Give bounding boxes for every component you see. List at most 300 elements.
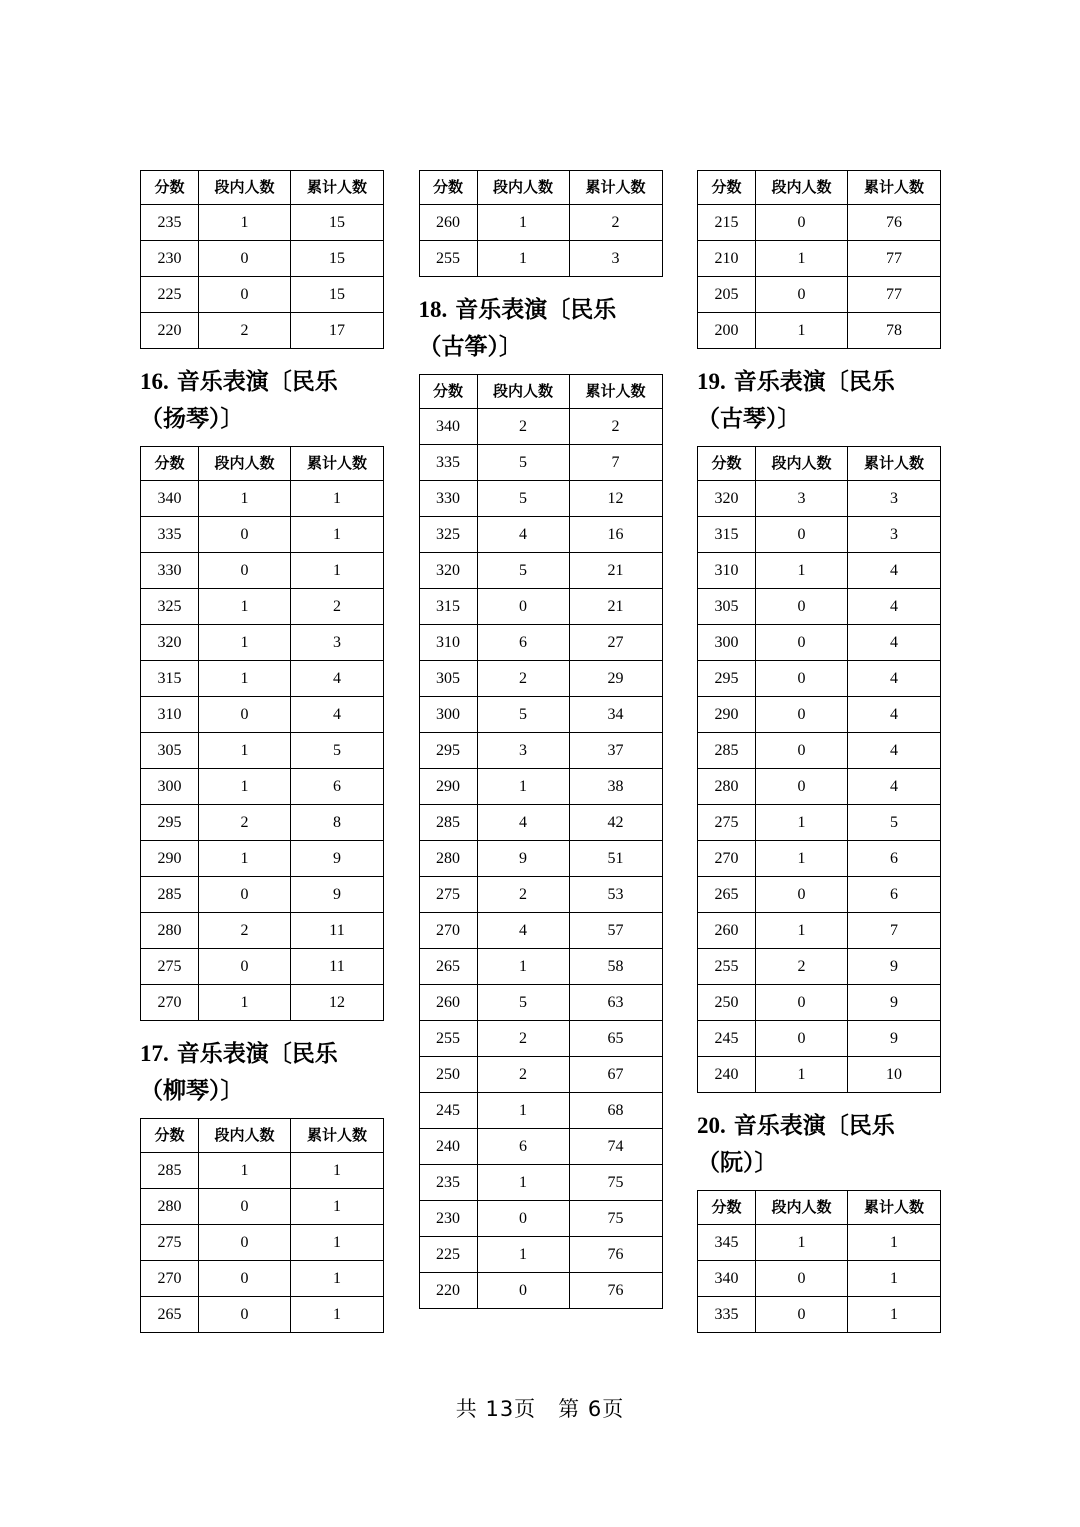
cell-count: 0 bbox=[477, 589, 569, 625]
column-header-cumulative: 累计人数 bbox=[291, 171, 384, 205]
cell-score: 280 bbox=[141, 913, 199, 949]
cell-count: 1 bbox=[199, 1153, 291, 1189]
table-row bbox=[419, 205, 662, 241]
cell-count: 3 bbox=[756, 481, 848, 517]
cell-count: 0 bbox=[756, 205, 848, 241]
table-row bbox=[698, 481, 941, 517]
table-row bbox=[419, 1129, 662, 1165]
cell-count: 1 bbox=[199, 589, 291, 625]
column-header-count: 段内人数 bbox=[756, 171, 848, 205]
cell-cumulative: 17 bbox=[291, 313, 384, 349]
cell-cumulative: 53 bbox=[569, 877, 662, 913]
cell-score: 325 bbox=[141, 589, 199, 625]
cell-count: 1 bbox=[199, 481, 291, 517]
table-row bbox=[698, 805, 941, 841]
cell-cumulative: 42 bbox=[569, 805, 662, 841]
cell-cumulative: 9 bbox=[848, 949, 941, 985]
table-row bbox=[419, 445, 662, 481]
cell-score: 270 bbox=[419, 913, 477, 949]
cell-score: 315 bbox=[419, 589, 477, 625]
cell-cumulative: 12 bbox=[291, 985, 384, 1021]
cell-count: 1 bbox=[756, 841, 848, 877]
table-row bbox=[419, 589, 662, 625]
cell-count: 0 bbox=[756, 517, 848, 553]
table-row bbox=[698, 625, 941, 661]
table-row bbox=[141, 661, 384, 697]
cell-cumulative: 2 bbox=[569, 205, 662, 241]
table-row bbox=[698, 877, 941, 913]
section-16-title bbox=[140, 363, 383, 438]
table-row bbox=[419, 1021, 662, 1057]
cell-score: 235 bbox=[141, 205, 199, 241]
page-columns bbox=[140, 170, 940, 1333]
cell-score: 285 bbox=[141, 1153, 199, 1189]
cell-score: 305 bbox=[419, 661, 477, 697]
table-header-row bbox=[141, 171, 384, 205]
cell-cumulative: 7 bbox=[848, 913, 941, 949]
cell-cumulative: 4 bbox=[848, 553, 941, 589]
cell-cumulative: 1 bbox=[291, 553, 384, 589]
cell-cumulative: 10 bbox=[848, 1057, 941, 1093]
continued-table-right bbox=[697, 170, 941, 349]
column-1 bbox=[140, 170, 383, 1333]
cell-count: 1 bbox=[477, 1093, 569, 1129]
table-row bbox=[419, 517, 662, 553]
cell-cumulative: 1 bbox=[848, 1297, 941, 1333]
table-row bbox=[698, 1261, 941, 1297]
cell-cumulative: 34 bbox=[569, 697, 662, 733]
cell-count: 5 bbox=[477, 445, 569, 481]
table-header-row bbox=[698, 447, 941, 481]
table-row bbox=[141, 625, 384, 661]
cell-score: 260 bbox=[419, 205, 477, 241]
cell-count: 0 bbox=[199, 1261, 291, 1297]
cell-count: 0 bbox=[756, 697, 848, 733]
table-row bbox=[419, 1093, 662, 1129]
cell-score: 280 bbox=[141, 1189, 199, 1225]
cell-score: 230 bbox=[419, 1201, 477, 1237]
table-row bbox=[698, 313, 941, 349]
table-header-row bbox=[698, 1191, 941, 1225]
cell-score: 270 bbox=[141, 985, 199, 1021]
cell-cumulative: 51 bbox=[569, 841, 662, 877]
table-header-row bbox=[141, 447, 384, 481]
cell-score: 200 bbox=[698, 313, 756, 349]
cell-count: 0 bbox=[756, 277, 848, 313]
column-header-cumulative: 累计人数 bbox=[569, 171, 662, 205]
cell-cumulative: 38 bbox=[569, 769, 662, 805]
cell-count: 1 bbox=[199, 625, 291, 661]
cell-count: 1 bbox=[756, 1225, 848, 1261]
column-2 bbox=[419, 170, 662, 1309]
cell-score: 220 bbox=[419, 1273, 477, 1309]
section-17-table bbox=[140, 1118, 384, 1333]
section-16-title-text: 音乐表演〔民乐（扬琴）〕 bbox=[140, 369, 338, 432]
cell-count: 0 bbox=[756, 1261, 848, 1297]
section-20-title bbox=[697, 1107, 940, 1182]
cell-score: 300 bbox=[141, 769, 199, 805]
cell-score: 270 bbox=[698, 841, 756, 877]
table-row bbox=[419, 1273, 662, 1309]
column-header-cumulative: 累计人数 bbox=[291, 1119, 384, 1153]
cell-score: 315 bbox=[698, 517, 756, 553]
cell-count: 2 bbox=[477, 661, 569, 697]
section-19-title-index: 19. bbox=[697, 369, 726, 394]
cell-cumulative: 5 bbox=[291, 733, 384, 769]
table-header-row bbox=[698, 171, 941, 205]
cell-cumulative: 9 bbox=[848, 1021, 941, 1057]
table-row bbox=[419, 481, 662, 517]
table-row bbox=[419, 805, 662, 841]
cell-score: 305 bbox=[141, 733, 199, 769]
cell-count: 1 bbox=[199, 733, 291, 769]
cell-score: 240 bbox=[419, 1129, 477, 1165]
cell-cumulative: 1 bbox=[291, 1225, 384, 1261]
cell-cumulative: 1 bbox=[291, 1153, 384, 1189]
cell-count: 2 bbox=[477, 1021, 569, 1057]
column-header-score: 分数 bbox=[419, 171, 477, 205]
column-header-score: 分数 bbox=[698, 447, 756, 481]
section-17-title-text: 音乐表演〔民乐（柳琴）〕 bbox=[140, 1041, 338, 1104]
cell-cumulative: 57 bbox=[569, 913, 662, 949]
cell-score: 245 bbox=[698, 1021, 756, 1057]
cell-cumulative: 1 bbox=[291, 517, 384, 553]
cell-count: 0 bbox=[199, 277, 291, 313]
cell-score: 235 bbox=[419, 1165, 477, 1201]
cell-score: 295 bbox=[698, 661, 756, 697]
table-row bbox=[419, 985, 662, 1021]
cell-score: 265 bbox=[141, 1297, 199, 1333]
cell-count: 2 bbox=[199, 913, 291, 949]
table-row bbox=[141, 985, 384, 1021]
cell-count: 0 bbox=[756, 625, 848, 661]
cell-count: 0 bbox=[199, 553, 291, 589]
cell-count: 5 bbox=[477, 481, 569, 517]
cell-count: 2 bbox=[199, 313, 291, 349]
cell-score: 260 bbox=[698, 913, 756, 949]
table-row bbox=[698, 553, 941, 589]
cell-cumulative: 3 bbox=[848, 517, 941, 553]
cell-score: 275 bbox=[698, 805, 756, 841]
cell-count: 1 bbox=[756, 553, 848, 589]
cell-score: 250 bbox=[698, 985, 756, 1021]
cell-cumulative: 11 bbox=[291, 949, 384, 985]
table-row bbox=[698, 1057, 941, 1093]
column-header-score: 分数 bbox=[698, 1191, 756, 1225]
cell-cumulative: 75 bbox=[569, 1201, 662, 1237]
cell-count: 1 bbox=[477, 769, 569, 805]
cell-cumulative: 75 bbox=[569, 1165, 662, 1201]
cell-cumulative: 58 bbox=[569, 949, 662, 985]
table-row bbox=[419, 949, 662, 985]
column-header-cumulative: 累计人数 bbox=[848, 1191, 941, 1225]
cell-count: 0 bbox=[199, 1189, 291, 1225]
column-header-score: 分数 bbox=[141, 171, 199, 205]
table-row bbox=[141, 769, 384, 805]
cell-count: 4 bbox=[477, 913, 569, 949]
cell-count: 0 bbox=[199, 1297, 291, 1333]
cell-cumulative: 63 bbox=[569, 985, 662, 1021]
table-row bbox=[141, 1297, 384, 1333]
table-row bbox=[141, 205, 384, 241]
cell-score: 295 bbox=[141, 805, 199, 841]
section-19-title bbox=[697, 363, 940, 438]
continued-table-middle bbox=[419, 170, 663, 277]
cell-score: 320 bbox=[141, 625, 199, 661]
cell-count: 1 bbox=[477, 949, 569, 985]
cell-count: 0 bbox=[756, 769, 848, 805]
cell-cumulative: 7 bbox=[569, 445, 662, 481]
table-row bbox=[419, 697, 662, 733]
cell-cumulative: 2 bbox=[569, 409, 662, 445]
cell-count: 4 bbox=[477, 805, 569, 841]
cell-score: 340 bbox=[141, 481, 199, 517]
cell-cumulative: 4 bbox=[848, 769, 941, 805]
column-header-count: 段内人数 bbox=[756, 447, 848, 481]
table-row bbox=[141, 841, 384, 877]
cell-cumulative: 15 bbox=[291, 277, 384, 313]
table-row bbox=[141, 1225, 384, 1261]
table-row bbox=[419, 409, 662, 445]
cell-count: 4 bbox=[477, 517, 569, 553]
table-row bbox=[141, 517, 384, 553]
table-row bbox=[141, 913, 384, 949]
cell-cumulative: 9 bbox=[291, 841, 384, 877]
column-header-count: 段内人数 bbox=[199, 1119, 291, 1153]
cell-count: 5 bbox=[477, 553, 569, 589]
cell-count: 3 bbox=[477, 733, 569, 769]
table-header-row bbox=[141, 1119, 384, 1153]
table-row bbox=[419, 1165, 662, 1201]
column-header-count: 段内人数 bbox=[756, 1191, 848, 1225]
cell-cumulative: 16 bbox=[569, 517, 662, 553]
section-18-table bbox=[419, 374, 663, 1309]
cell-score: 255 bbox=[698, 949, 756, 985]
cell-score: 340 bbox=[698, 1261, 756, 1297]
cell-score: 255 bbox=[419, 241, 477, 277]
section-20-title-index: 20. bbox=[697, 1113, 726, 1138]
cell-count: 1 bbox=[199, 769, 291, 805]
section-20-title-text: 音乐表演〔民乐（阮）〕 bbox=[697, 1113, 895, 1176]
page-footer bbox=[0, 1393, 1080, 1423]
cell-count: 1 bbox=[756, 913, 848, 949]
cell-cumulative: 67 bbox=[569, 1057, 662, 1093]
cell-count: 1 bbox=[199, 205, 291, 241]
table-row bbox=[141, 805, 384, 841]
cell-score: 250 bbox=[419, 1057, 477, 1093]
table-row bbox=[141, 877, 384, 913]
cell-cumulative: 5 bbox=[848, 805, 941, 841]
cell-count: 0 bbox=[199, 1225, 291, 1261]
cell-count: 1 bbox=[199, 841, 291, 877]
cell-cumulative: 3 bbox=[291, 625, 384, 661]
table-row bbox=[698, 1297, 941, 1333]
table-row bbox=[419, 877, 662, 913]
cell-cumulative: 74 bbox=[569, 1129, 662, 1165]
table-row bbox=[698, 517, 941, 553]
cell-score: 320 bbox=[419, 553, 477, 589]
cell-cumulative: 15 bbox=[291, 205, 384, 241]
cell-count: 0 bbox=[756, 877, 848, 913]
cell-score: 290 bbox=[141, 841, 199, 877]
cell-cumulative: 76 bbox=[569, 1237, 662, 1273]
cell-score: 280 bbox=[419, 841, 477, 877]
cell-count: 2 bbox=[477, 409, 569, 445]
cell-count: 6 bbox=[477, 625, 569, 661]
table-row bbox=[419, 661, 662, 697]
cell-count: 0 bbox=[756, 589, 848, 625]
cell-cumulative: 6 bbox=[848, 841, 941, 877]
cell-score: 335 bbox=[698, 1297, 756, 1333]
cell-score: 305 bbox=[698, 589, 756, 625]
section-19-title-text: 音乐表演〔民乐（古琴）〕 bbox=[697, 369, 895, 432]
cell-cumulative: 37 bbox=[569, 733, 662, 769]
cell-cumulative: 77 bbox=[848, 241, 941, 277]
cell-score: 285 bbox=[698, 733, 756, 769]
cell-score: 230 bbox=[141, 241, 199, 277]
cell-score: 215 bbox=[698, 205, 756, 241]
cell-cumulative: 1 bbox=[848, 1225, 941, 1261]
cell-score: 245 bbox=[419, 1093, 477, 1129]
cell-count: 2 bbox=[756, 949, 848, 985]
section-18-title-index: 18. bbox=[418, 297, 448, 322]
table-row bbox=[141, 313, 384, 349]
cell-score: 225 bbox=[141, 277, 199, 313]
table-row bbox=[698, 913, 941, 949]
cell-cumulative: 21 bbox=[569, 589, 662, 625]
cell-count: 2 bbox=[199, 805, 291, 841]
section-17-title bbox=[140, 1035, 383, 1110]
table-row bbox=[141, 589, 384, 625]
footer-text: 共 13页 第 6页 bbox=[455, 1397, 625, 1421]
table-row bbox=[419, 841, 662, 877]
column-header-count: 段内人数 bbox=[477, 171, 569, 205]
table-row bbox=[419, 733, 662, 769]
cell-count: 0 bbox=[756, 661, 848, 697]
cell-count: 0 bbox=[756, 985, 848, 1021]
cell-score: 225 bbox=[419, 1237, 477, 1273]
table-row bbox=[141, 553, 384, 589]
table-row bbox=[141, 697, 384, 733]
cell-score: 285 bbox=[141, 877, 199, 913]
table-row bbox=[141, 1153, 384, 1189]
cell-count: 1 bbox=[477, 205, 569, 241]
cell-count: 0 bbox=[199, 697, 291, 733]
table-header-row bbox=[419, 171, 662, 205]
table-row bbox=[698, 205, 941, 241]
table-row bbox=[141, 277, 384, 313]
cell-cumulative: 1 bbox=[291, 481, 384, 517]
cell-score: 330 bbox=[141, 553, 199, 589]
cell-score: 290 bbox=[419, 769, 477, 805]
table-row bbox=[141, 733, 384, 769]
table-row bbox=[141, 481, 384, 517]
cell-count: 6 bbox=[477, 1129, 569, 1165]
cell-score: 270 bbox=[141, 1261, 199, 1297]
section-19-table bbox=[697, 446, 941, 1093]
table-row bbox=[141, 241, 384, 277]
cell-cumulative: 29 bbox=[569, 661, 662, 697]
cell-cumulative: 3 bbox=[569, 241, 662, 277]
section-18-title bbox=[419, 291, 662, 366]
column-header-cumulative: 累计人数 bbox=[569, 375, 662, 409]
cell-count: 0 bbox=[756, 733, 848, 769]
section-18-title-text: 音乐表演〔民乐（古筝）〕 bbox=[418, 297, 617, 360]
cell-score: 330 bbox=[419, 481, 477, 517]
cell-score: 315 bbox=[141, 661, 199, 697]
section-17-title-index: 17. bbox=[140, 1041, 169, 1066]
cell-cumulative: 3 bbox=[848, 481, 941, 517]
table-row bbox=[698, 697, 941, 733]
table-row bbox=[419, 553, 662, 589]
column-header-score: 分数 bbox=[698, 171, 756, 205]
cell-count: 0 bbox=[199, 241, 291, 277]
cell-score: 220 bbox=[141, 313, 199, 349]
cell-count: 1 bbox=[199, 661, 291, 697]
table-row bbox=[419, 1057, 662, 1093]
cell-cumulative: 2 bbox=[291, 589, 384, 625]
cell-score: 275 bbox=[141, 949, 199, 985]
cell-count: 0 bbox=[199, 517, 291, 553]
table-row bbox=[141, 949, 384, 985]
table-row bbox=[698, 277, 941, 313]
cell-score: 310 bbox=[141, 697, 199, 733]
cell-cumulative: 12 bbox=[569, 481, 662, 517]
continued-table-left bbox=[140, 170, 384, 349]
cell-cumulative: 76 bbox=[569, 1273, 662, 1309]
cell-score: 340 bbox=[419, 409, 477, 445]
table-row bbox=[698, 733, 941, 769]
cell-cumulative: 6 bbox=[848, 877, 941, 913]
cell-score: 260 bbox=[419, 985, 477, 1021]
cell-count: 0 bbox=[199, 877, 291, 913]
cell-cumulative: 77 bbox=[848, 277, 941, 313]
cell-cumulative: 4 bbox=[848, 625, 941, 661]
cell-cumulative: 4 bbox=[848, 589, 941, 625]
cell-cumulative: 1 bbox=[291, 1261, 384, 1297]
table-row bbox=[698, 1021, 941, 1057]
cell-count: 2 bbox=[477, 1057, 569, 1093]
cell-count: 0 bbox=[477, 1201, 569, 1237]
column-header-cumulative: 累计人数 bbox=[848, 447, 941, 481]
column-header-count: 段内人数 bbox=[199, 447, 291, 481]
cell-cumulative: 6 bbox=[291, 769, 384, 805]
cell-score: 265 bbox=[698, 877, 756, 913]
cell-cumulative: 1 bbox=[848, 1261, 941, 1297]
cell-cumulative: 1 bbox=[291, 1189, 384, 1225]
table-row bbox=[419, 769, 662, 805]
cell-score: 275 bbox=[419, 877, 477, 913]
cell-score: 210 bbox=[698, 241, 756, 277]
cell-cumulative: 4 bbox=[848, 661, 941, 697]
cell-cumulative: 11 bbox=[291, 913, 384, 949]
table-row bbox=[419, 241, 662, 277]
table-row bbox=[698, 769, 941, 805]
table-row bbox=[419, 625, 662, 661]
cell-score: 300 bbox=[419, 697, 477, 733]
cell-cumulative: 15 bbox=[291, 241, 384, 277]
cell-cumulative: 27 bbox=[569, 625, 662, 661]
column-header-score: 分数 bbox=[419, 375, 477, 409]
table-row bbox=[141, 1189, 384, 1225]
cell-count: 1 bbox=[477, 1237, 569, 1273]
cell-cumulative: 68 bbox=[569, 1093, 662, 1129]
cell-cumulative: 4 bbox=[848, 697, 941, 733]
cell-score: 290 bbox=[698, 697, 756, 733]
column-header-cumulative: 累计人数 bbox=[291, 447, 384, 481]
table-row bbox=[698, 589, 941, 625]
cell-cumulative: 9 bbox=[291, 877, 384, 913]
